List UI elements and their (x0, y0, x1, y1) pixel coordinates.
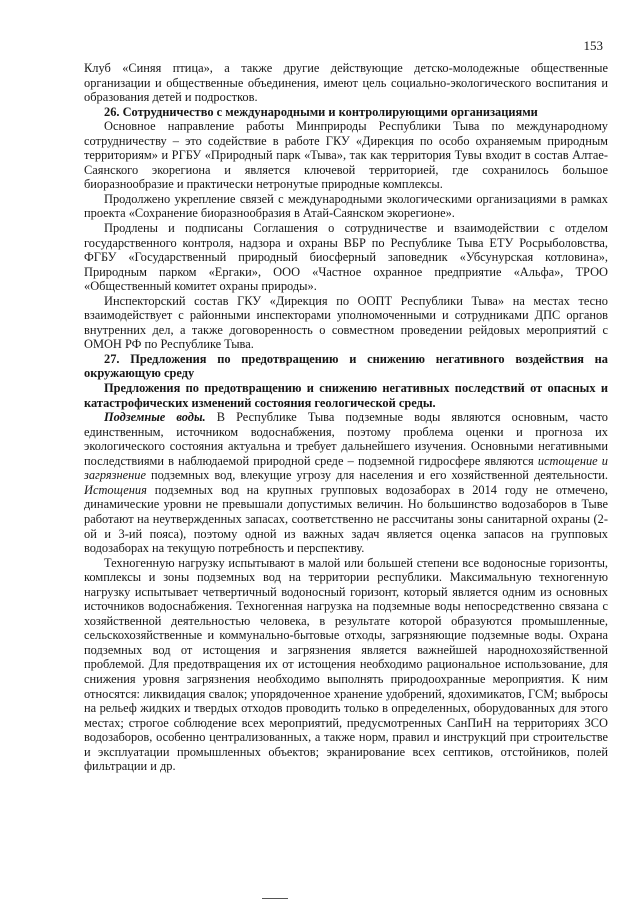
groundwater-text-1: В Республике Тыва подземные воды являются основным, часто единственным, источником водоснабжения, поэтому проблема оценки и прогноза их экологического состояния актуальна и требует дальнейшего изучения. Основными негативными последствиями в наблюдаемой природной среде – подземной гидросфере являются (84, 410, 608, 468)
groundwater-italic-1: истощение и загрязнение (84, 453, 609, 483)
section-27-subheading: Предложения по предотвращению и снижению негативных последствий от опасных и катастрофических изменений состояния геологической среды. (84, 381, 608, 410)
section-26-heading: 26. Сотрудничество с международными и контролирующими организациями (104, 104, 538, 119)
groundwater-text-3: подземных вод на крупных групповых водозаборах в 2014 году не отмечено, динамические уровни не превышали допустимых величин. Но большинство водозаборов в Тыве работают на неутвержденных запасах, соответственно не рассчитаны зоны санитарной охраны (2-ой и 3-ий пояса), поэтому одной из важных задач является оценка запасов на групповых водозаборах на текущую потребность и перспективу. (84, 482, 608, 556)
groundwater-italic-2: Истощения (84, 482, 147, 497)
section-26-paragraph-4: Инспекторский состав ГКУ «Дирекция по ООПТ Республики Тыва» на местах тесно взаимодействует с районными инспекторами уполномоченными и сотрудниками ДПС органов внутренних дел, а также договоренность о совместном проведении рейдовых мероприятий с ОМОН РФ по Республике Тыва. (84, 293, 608, 352)
page-number: 153 (583, 38, 603, 53)
intro-paragraph: Клуб «Синяя птица», а также другие действующие детско-молодежные общественные организации и общественные объединения, имеют цель социально-экологического воспитания и образования детей и подростков. (84, 61, 608, 105)
section-26-paragraph-1: Основное направление работы Минприроды Республики Тыва по международному сотрудничеству – это содействие в работе ГКУ «Дирекция по особо охраняемым природным территориям» и РГБУ «Природный парк «Тыва», так как территория Тувы входит в состав Алтае-Саянского экорегиона и является ключевой территорией, где сохранилось большое биоразнообразие и практически нетронутые природные комплексы. (84, 119, 608, 192)
technogenic-load-paragraph: Техногенную нагрузку испытывают в малой или большей степени все водоносные горизонты, комплексы и зоны подземных вод на территории республики. Максимальную техногенную нагрузку испытывает четвертичный водоносный горизонт, который является одним из основных источников водоснабжения. Техногенная нагрузка на подземные воды непосредственно связана с хозяйственной деятельностью человека, в результате которой образуются промышленные, сельскохозяйственные и коммунально-бытовые отходы, загрязняющие подземные воды. Охрана подземных вод от истощения и загрязнения является важнейшей народнохозяйственной проблемой. Для предотвращения их от истощения необходимо рациональное использование, для снижения уровня загрязнения необходимо выполнять природоохранные мероприятия. К ним относятся: ликвидация свалок; упорядоченное хранение удобрений, ядохимикатов, ГСМ; выбросы на рельеф жидких и твердых отходов проводить только в определенных, оборудованных для этого местах; строгое соблюдение всех мероприятий, предусмотренных СанПиН на территориях ЗСО водозаборов, особенно централизованных, а также норм, правил и инструкций при строительстве и эксплуатации промышленных объектов; экранирование всех септиков, отстойников, полей фильтрации и др. (84, 555, 608, 774)
groundwater-text-2: подземных вод, влекущие угрозу для населения и его хозяйственной деятельности. (145, 468, 608, 483)
section-26-paragraph-2: Продолжено укрепление связей с международными экологическими организациями в рамках проекта «Сохранение биоразнообразия в Атай-Саянском экорегионе». (84, 191, 608, 221)
section-26-paragraph-3: Продлены и подписаны Соглашения о сотрудничестве и взаимодействии с отделом государственного контроля, надзора и охраны ВБР по Республике Тыва ЕТУ Росрыболовства, ФГБУ «Государственный природный биосферный заповедник «Убсунурская котловина», Природным парком «Ергаки», ООО «Частное охранное предприятие «Альфа», ТРОО «Общественный комитет охраны природы». (84, 221, 608, 294)
groundwater-paragraph (84, 410, 608, 555)
groundwater-lead: Подземные воды. (104, 410, 206, 425)
document-body (84, 61, 608, 774)
footer-mark (262, 898, 288, 899)
section-27-heading: 27. Предложения по предотвращению и снижению негативного воздействия на окружающую среду (84, 351, 608, 381)
